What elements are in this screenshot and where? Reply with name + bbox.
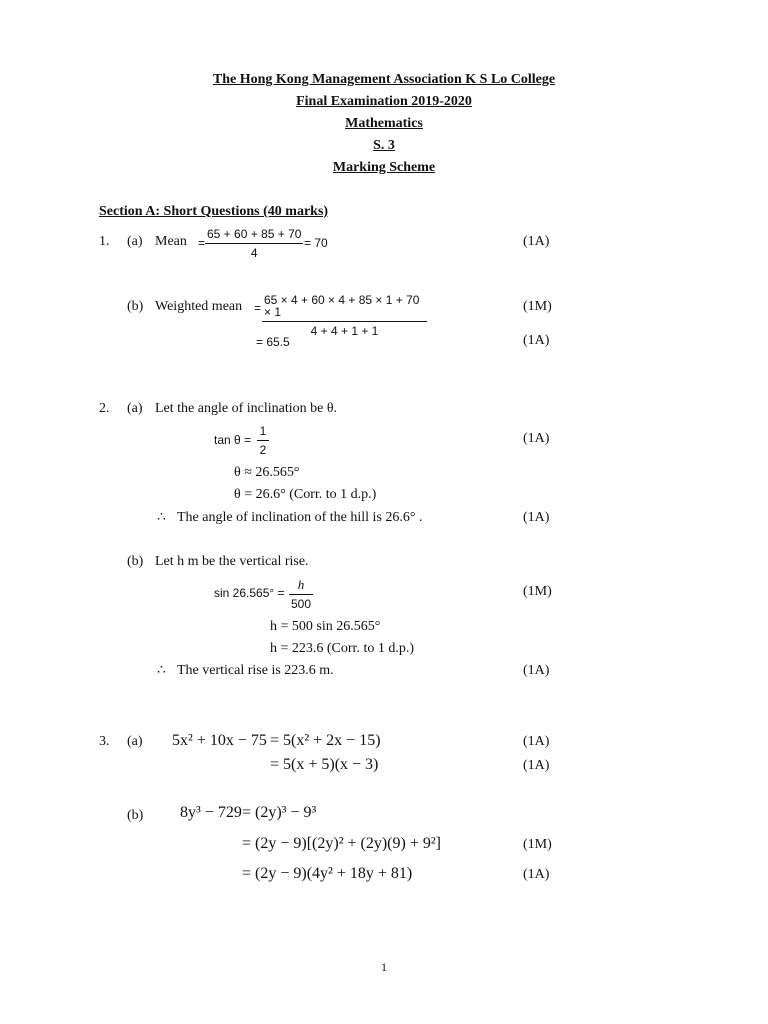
- q2b-numerator: h: [297, 577, 305, 592]
- subject-title: Mathematics: [345, 116, 423, 131]
- q1a-fraction: [205, 228, 303, 259]
- q2a-mark-1: (1A): [523, 431, 550, 446]
- q2b-lhs: sin 26.565° =: [214, 586, 285, 600]
- q1b-label: (b): [127, 299, 144, 314]
- q3a-label: (a): [127, 734, 143, 749]
- q1b-equals: =: [254, 301, 262, 315]
- q1b-text: Weighted mean: [155, 299, 243, 314]
- q3b-lhs: 8y³ − 729: [180, 804, 242, 821]
- q2-number: 2.: [99, 401, 110, 416]
- q3a-lhs: 5x² + 10x − 75: [172, 732, 267, 749]
- q1a-numerator: 65 + 60 + 85 + 70: [207, 227, 302, 241]
- q2b-line-rounded: h = 223.6 (Corr. to 1 d.p.): [270, 641, 414, 656]
- q3b-rhs-2: = (2y − 9)[(2y)² + (2y)(9) + 9²]: [242, 835, 441, 852]
- q1a-text: Mean: [155, 234, 187, 249]
- q3a-mark-1: (1A): [523, 734, 550, 749]
- q3a-rhs-1: = 5(x² + 2x − 15): [270, 732, 381, 749]
- q3b-label: (b): [127, 808, 144, 823]
- q2a-lhs: tan θ =: [214, 433, 252, 447]
- q3-number: 3.: [99, 734, 110, 749]
- q2a-line-rounded: θ = 26.6° (Corr. to 1 d.p.): [234, 487, 377, 502]
- q2b-denominator: 500: [290, 597, 312, 611]
- q1a-result: = 70: [304, 236, 328, 250]
- q2b-mark-1: (1M): [523, 584, 552, 599]
- q3a-mark-2: (1A): [523, 758, 550, 773]
- q3b-mark-2: (1A): [523, 867, 550, 882]
- q1a-mark: (1A): [523, 234, 550, 249]
- q1b-denominator: 4 + 4 + 1 + 1: [310, 324, 379, 338]
- q2b-text: Let h m be the vertical rise.: [155, 554, 309, 569]
- exam-title: Final Examination 2019-2020: [296, 94, 472, 109]
- therefore-symbol: ∴: [157, 663, 166, 678]
- q1b-fraction: [262, 294, 427, 337]
- q2a-fraction: [257, 425, 269, 456]
- q2a-line-approx: θ ≈ 26.565°: [234, 465, 300, 480]
- q1-number: 1.: [99, 234, 110, 249]
- q2a-label: (a): [127, 401, 143, 416]
- therefore-symbol: ∴: [157, 510, 166, 525]
- q1b-numerator: 65 × 4 + 60 × 4 + 85 × 1 + 70 × 1: [264, 293, 420, 319]
- q3b-rhs-3: = (2y − 9)(4y² + 18y + 81): [242, 865, 413, 882]
- q1a-equals: =: [198, 236, 206, 250]
- q3b-mark-1: (1M): [523, 837, 552, 852]
- q1a-label: (a): [127, 234, 143, 249]
- page-number: 1: [381, 960, 387, 974]
- school-name: The Hong Kong Management Association K S Lo College: [212, 72, 556, 87]
- q2a-mark-2: (1A): [523, 510, 550, 525]
- q2b-label: (b): [127, 554, 144, 569]
- q2b-mark-2: (1A): [523, 663, 550, 678]
- section-title: Section A: Short Questions (40 marks): [99, 204, 329, 219]
- q2a-text: Let the angle of inclination be θ.: [155, 401, 338, 416]
- form-title: S. 3: [373, 138, 395, 153]
- q2b-conclusion: The vertical rise is 223.6 m.: [177, 663, 334, 678]
- q2a-numerator: 1: [259, 424, 267, 438]
- q2a-conclusion: The angle of inclination of the hill is 26.6° .: [177, 510, 423, 525]
- document-title: Marking Scheme: [332, 160, 436, 175]
- q3a-rhs-2: = 5(x + 5)(x − 3): [270, 756, 379, 773]
- q1b-result: = 65.5: [256, 335, 290, 349]
- q1a-denominator: 4: [250, 246, 258, 260]
- q3b-rhs-1: = (2y)³ − 9³: [242, 804, 317, 821]
- q2b-line-expression: h = 500 sin 26.565°: [270, 619, 381, 634]
- q1b-mark-2: (1A): [523, 333, 550, 348]
- q2a-denominator: 2: [259, 443, 267, 457]
- q2b-fraction: [289, 578, 313, 610]
- q1b-mark-1: (1M): [523, 299, 552, 314]
